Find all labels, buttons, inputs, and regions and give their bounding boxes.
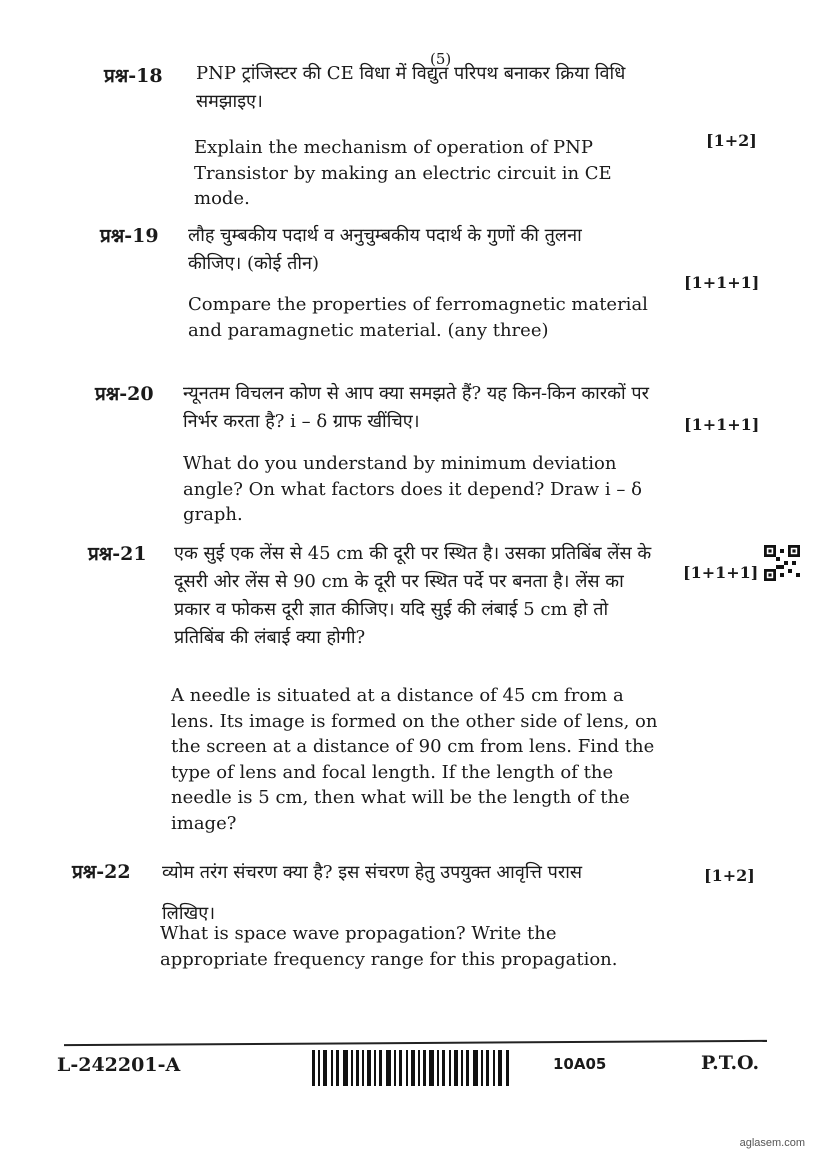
paper-code: L-242201-A [57, 1054, 181, 1076]
question-20-label: प्रश्न-20 [95, 383, 154, 405]
watermark: aglasem.com [739, 1137, 805, 1149]
page-number: (5) [430, 50, 452, 68]
question-22-english: What is space wave propagation? Write the appropriate frequency range for this propagation. [160, 923, 618, 970]
question-21-marks: [1+1+1] [683, 563, 759, 582]
question-22-hindi: व्योम तरंग संचरण क्या है? इस संचरण हेतु उपयुक्त आवृत्ति परास लिखिए। [162, 862, 583, 925]
question-21-english: A needle is situated at a distance of 45 cm from a lens. Its image is formed on the other side of lens, on the screen at a distance of 90 cm from lens. Find the type of lens and focal length. If the length of the needle is 5 cm, then what will be the length of the image? [171, 685, 658, 834]
paper-set-code: 10A05 [553, 1055, 607, 1073]
question-22-marks: [1+2] [704, 866, 755, 885]
question-19-label: प्रश्न-19 [100, 225, 159, 247]
qr-code-icon [764, 545, 800, 581]
question-21-hindi: एक सुई एक लेंस से 45 cm की दूरी पर स्थित है। उसका प्रतिबिंब लेंस के दूसरी ओर लेंस से 90 cm के दूरी पर स्थित पर्दे पर बनता है। लेंस का प्रकार व फोकस दूरी ज्ञात कीजिए। यदि सुई की लंबाई 5 cm हो तो प्रतिबिंब की लंबाई क्या होगी? [174, 543, 652, 648]
barcode-icon [312, 1050, 512, 1086]
pto-label: P.T.O. [701, 1052, 760, 1074]
question-18-label: प्रश्न-18 [104, 65, 163, 87]
question-18-hindi: PNP ट्रांजिस्टर की CE विधा में विद्युत परिपथ बनाकर क्रिया विधि समझाइए। [196, 63, 626, 112]
question-18-marks: [1+2] [706, 131, 757, 150]
question-19-english: Compare the properties of ferromagnetic material and paramagnetic material. (any three) [188, 294, 648, 341]
question-20-hindi: न्यूनतम विचलन कोण से आप क्या समझते हैं? यह किन-किन कारकों पर निर्भर करता है? i – δ ग्राफ खींचिए। [183, 383, 649, 432]
question-19-hindi: लौह चुम्बकीय पदार्थ व अनुचुम्बकीय पदार्थ के गुणों की तुलना कीजिए। (कोई तीन) [188, 225, 582, 274]
footer-rule [64, 1040, 767, 1046]
question-21-label: प्रश्न-21 [88, 543, 147, 565]
question-22-label: प्रश्न-22 [72, 861, 131, 883]
question-20-marks: [1+1+1] [684, 415, 760, 434]
question-18-english: Explain the mechanism of operation of PNP Transistor by making an electric circuit in CE mode. [194, 137, 612, 210]
question-20-english: What do you understand by minimum deviation angle? On what factors does it depend? Draw i – δ graph. [183, 453, 642, 526]
question-19-marks: [1+1+1] [684, 273, 760, 292]
